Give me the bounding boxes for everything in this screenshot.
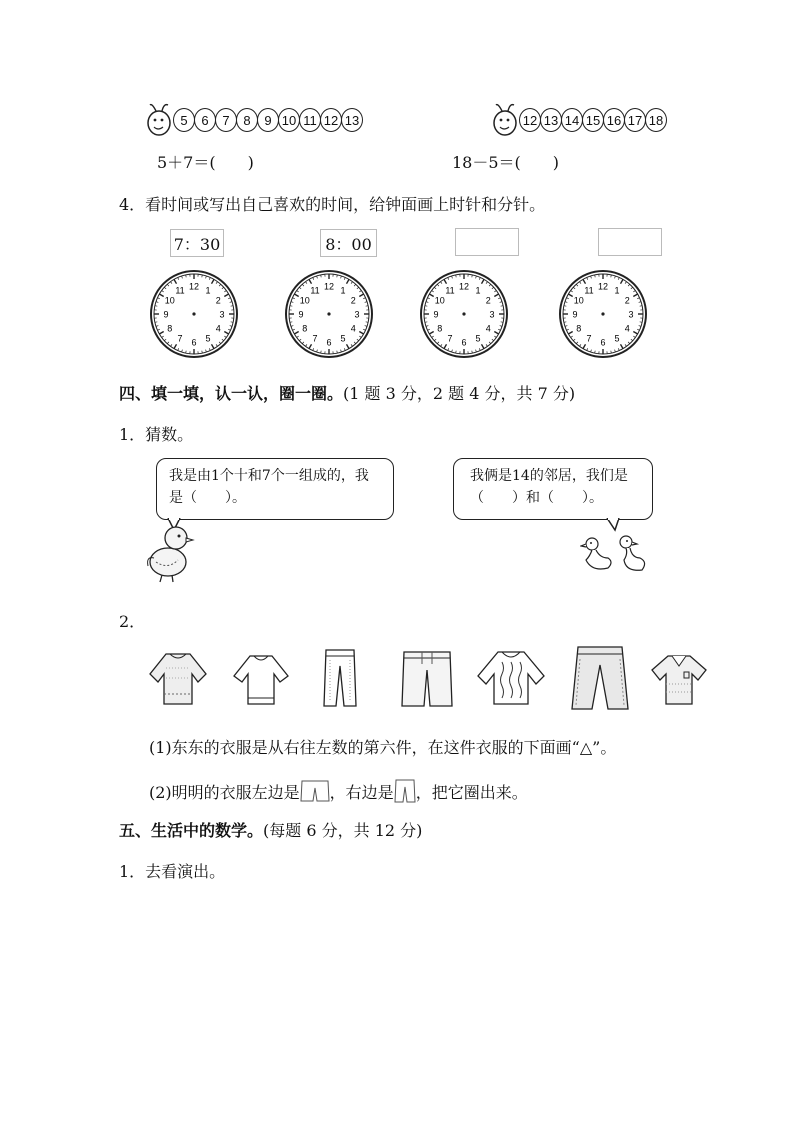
clock-number: 5	[475, 333, 481, 344]
clock-number: 1	[340, 285, 346, 296]
sweater-2-icon[interactable]	[230, 652, 292, 708]
bubble-ducks-line2: （ ）和（ ）。	[470, 490, 603, 506]
bubble-chick-line2: 是（ ）。	[169, 490, 246, 506]
question-4-title: 4．看时间或写出自己喜欢的时间，给钟面画上时针和分针。	[119, 195, 546, 214]
clock-number: 2	[485, 295, 491, 306]
caterpillar-segment: 16	[603, 108, 625, 132]
clock-number: 4	[350, 323, 356, 334]
clock-number: 4	[485, 323, 491, 334]
clock-number: 11	[175, 285, 185, 296]
clock-number: 5	[205, 333, 211, 344]
clock-number: 2	[215, 295, 221, 306]
clock-face-4[interactable]	[557, 268, 649, 360]
speech-bubble-ducks	[453, 458, 653, 520]
caterpillar-left	[146, 103, 363, 137]
caterpillar-segment: 12	[320, 108, 342, 132]
clock-number: 9	[298, 309, 304, 320]
caterpillar-head-icon	[146, 103, 174, 137]
bubble-chick-line1: 我是由1个十和7个一组成的，我	[169, 468, 369, 484]
ducks-icon	[580, 532, 650, 576]
sub-question-2-part-c: ，把它圈出来。	[415, 782, 528, 802]
polo-shirt-icon[interactable]	[648, 652, 710, 708]
section-5-header	[119, 818, 422, 841]
caterpillar-segment: 13	[540, 108, 562, 132]
sub-question-2-part-a: (2)明明的衣服左边是	[149, 782, 300, 802]
guess-number-title: 1．猜数。	[119, 425, 194, 444]
knit-sweater-icon[interactable]	[474, 648, 548, 708]
pants-1-icon[interactable]	[322, 648, 358, 708]
clock-number: 8	[302, 323, 308, 334]
clock-number: 7	[447, 333, 453, 344]
clock-number: 5	[340, 333, 346, 344]
clock-center	[327, 312, 330, 315]
time-box-1: 7：30	[170, 229, 224, 257]
clock-number: 1	[614, 285, 620, 296]
caterpillar-segment: 17	[624, 108, 646, 132]
jeans-icon[interactable]	[570, 645, 630, 711]
clock-number: 7	[586, 333, 592, 344]
clock-number: 8	[576, 323, 582, 334]
clock-number: 11	[584, 285, 594, 296]
bubble-tail	[605, 518, 625, 532]
clock-number: 12	[458, 281, 470, 292]
speech-bubble-chick	[156, 458, 394, 520]
caterpillar-segment: 8	[236, 108, 258, 132]
clock-number: 4	[624, 323, 630, 334]
time-box-3-blank[interactable]	[455, 228, 519, 256]
clock-number: 10	[299, 295, 310, 306]
clock-number: 12	[323, 281, 335, 292]
section-4-heading: 四、填一填，认一认，圈一圈。	[119, 384, 344, 403]
caterpillar-segment: 12	[519, 108, 541, 132]
caterpillar-segment: 9	[257, 108, 279, 132]
clock-number: 4	[215, 323, 221, 334]
clock-number: 9	[572, 309, 578, 320]
caterpillar-segment: 15	[582, 108, 604, 132]
caterpillar-segments	[520, 108, 667, 132]
clock-number: 2	[350, 295, 356, 306]
clock-number: 10	[164, 295, 175, 306]
pants-small-icon	[394, 779, 416, 803]
clock-number: 6	[461, 337, 467, 348]
clock-face-3[interactable]	[418, 268, 510, 360]
sweater-1-icon[interactable]	[146, 650, 210, 708]
caterpillar-segment: 18	[645, 108, 667, 132]
clock-number: 1	[475, 285, 481, 296]
clock-center	[601, 312, 604, 315]
clock-number: 10	[434, 295, 445, 306]
clock-number: 11	[310, 285, 320, 296]
clock-number: 6	[191, 337, 197, 348]
clock-number: 3	[489, 309, 495, 320]
sub-question-1: (1)东东的衣服是从右往左数的第六件，在这件衣服的下面画“△”。	[149, 738, 617, 757]
shorts-pants-small-icon	[300, 780, 330, 802]
clock-number: 8	[437, 323, 443, 334]
clock-number: 9	[163, 309, 169, 320]
clock-number: 3	[354, 309, 360, 320]
clock-number: 6	[600, 337, 606, 348]
time-box-4-blank[interactable]	[598, 228, 662, 256]
sub-question-2-part-b: ，右边是	[329, 782, 394, 802]
clock-number: 7	[312, 333, 318, 344]
clock-number: 12	[188, 281, 200, 292]
caterpillar-segment: 14	[561, 108, 583, 132]
clock-face-1[interactable]	[148, 268, 240, 360]
section-4-score: (1 题 3 分，2 题 4 分，共 7 分)	[343, 384, 576, 403]
caterpillar-segment: 13	[341, 108, 363, 132]
clock-number: 5	[614, 333, 620, 344]
clock-number: 2	[624, 295, 630, 306]
bubble-ducks-line1: 我俩是14的邻居，我们是	[470, 468, 628, 484]
section-4-header	[119, 381, 575, 404]
clock-number: 3	[628, 309, 634, 320]
clock-face-2[interactable]	[283, 268, 375, 360]
caterpillar-right	[492, 103, 667, 137]
equation-add: 5＋7＝( )	[157, 153, 254, 172]
caterpillar-segment: 11	[299, 108, 321, 132]
clock-number: 11	[445, 285, 455, 296]
section-5-score: (每题 6 分，共 12 分)	[263, 821, 423, 840]
caterpillar-head-icon	[492, 103, 520, 137]
caterpillar-segment: 10	[278, 108, 300, 132]
shorts-pants-icon[interactable]	[400, 650, 454, 708]
caterpillar-segment: 6	[194, 108, 216, 132]
time-box-2: 8：00	[320, 229, 377, 257]
caterpillar-segment: 5	[173, 108, 195, 132]
clock-number: 10	[573, 295, 584, 306]
clock-center	[192, 312, 195, 315]
question-2-title: 2．	[119, 612, 146, 631]
clock-number: 8	[167, 323, 173, 334]
chick-icon	[140, 518, 198, 584]
caterpillar-segment: 7	[215, 108, 237, 132]
show-question-title: 1．去看演出。	[119, 862, 226, 881]
caterpillar-segments	[174, 108, 363, 132]
clock-number: 12	[597, 281, 609, 292]
equation-subtract: 18－5＝( )	[452, 153, 560, 172]
clock-number: 6	[326, 337, 332, 348]
clock-center	[462, 312, 465, 315]
clock-number: 1	[205, 285, 211, 296]
clock-number: 3	[219, 309, 225, 320]
section-5-heading: 五、生活中的数学。	[119, 821, 264, 840]
clock-number: 9	[433, 309, 439, 320]
clock-number: 7	[177, 333, 183, 344]
sub-question-2	[149, 779, 528, 803]
